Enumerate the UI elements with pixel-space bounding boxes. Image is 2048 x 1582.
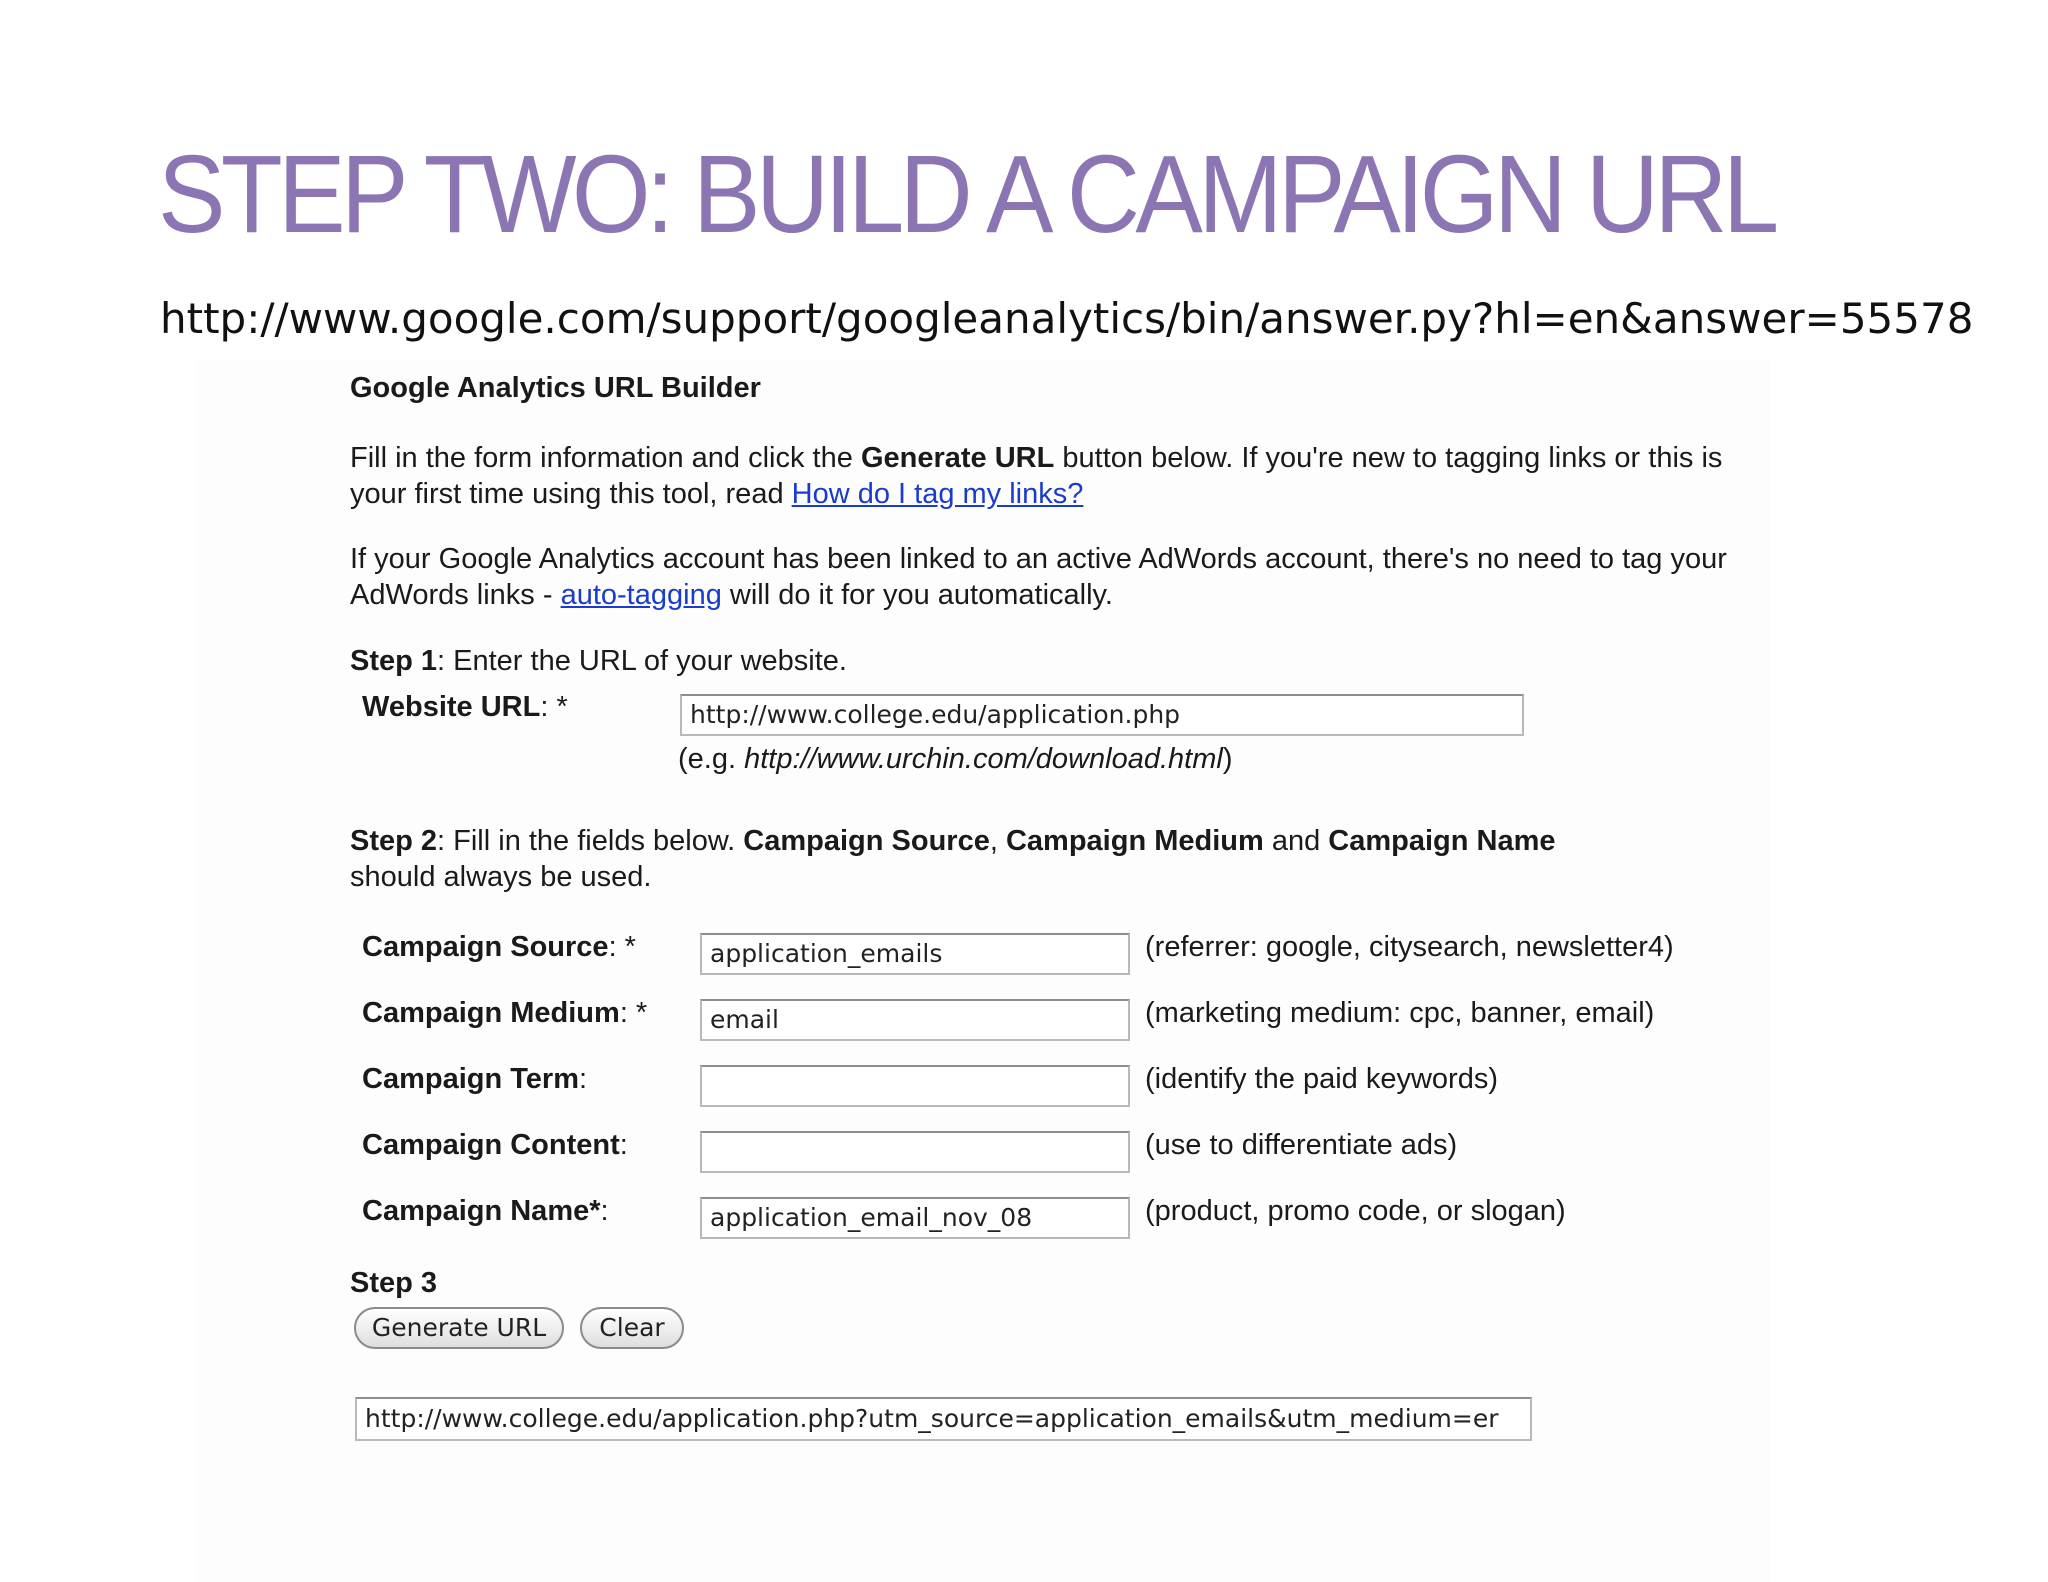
campaign-term-label-text: Campaign Term xyxy=(362,1063,580,1095)
step-2-campaign-name: Campaign Name xyxy=(1328,825,1556,857)
auto-tagging-link[interactable]: auto-tagging xyxy=(560,579,722,611)
website-url-example xyxy=(678,743,1232,776)
step-2-comma: , xyxy=(989,825,1006,857)
step-2-source-name: Campaign Source xyxy=(743,825,990,857)
campaign-source-hint: (referrer: google, citysearch, newsletter4) xyxy=(1145,931,1674,963)
step-2-section xyxy=(350,823,1770,1232)
url-builder-screenshot xyxy=(195,360,1770,1582)
campaign-name-input[interactable]: application_email_nov_08 xyxy=(700,1197,1130,1239)
generate-url-button[interactable]: Generate URL xyxy=(354,1307,564,1349)
campaign-content-colon: : xyxy=(619,1129,628,1161)
campaign-content-input[interactable] xyxy=(700,1131,1130,1173)
campaign-medium-input[interactable]: email xyxy=(700,999,1130,1041)
campaign-content-hint: (use to differentiate ads) xyxy=(1145,1129,1458,1161)
campaign-medium-label-text: Campaign Medium xyxy=(362,997,620,1029)
campaign-content-label-text: Campaign Content xyxy=(362,1129,620,1161)
step-3-section xyxy=(350,1265,665,1342)
campaign-source-label-text: Campaign Source xyxy=(362,931,609,963)
intro-text-pre: Fill in the form information and click the xyxy=(350,442,861,474)
slide-url: http://www.google.com/support/googleanalytics/bin/answer.py?hl=en&answer=55578 xyxy=(160,294,1974,343)
example-post: ) xyxy=(1222,743,1233,775)
slide-title: STEP TWO: BUILD A CAMPAIGN URL xyxy=(158,133,1775,256)
campaign-source-required: : * xyxy=(608,931,636,963)
website-url-label xyxy=(362,691,568,724)
website-url-input[interactable]: http://www.college.edu/application.php xyxy=(680,694,1524,736)
website-url-required: : * xyxy=(540,691,568,723)
campaign-name-label-text: Campaign Name* xyxy=(362,1195,601,1227)
clear-button[interactable]: Clear xyxy=(580,1307,684,1349)
step-1-label: Step 1 xyxy=(350,645,438,677)
campaign-name-hint: (product, promo code, or slogan) xyxy=(1145,1195,1566,1227)
example-pre: (e.g. xyxy=(678,743,745,775)
campaign-source-label xyxy=(362,931,636,964)
website-url-label-text: Website URL xyxy=(362,691,541,723)
campaign-content-label xyxy=(362,1129,628,1162)
step-2-and: and xyxy=(1263,825,1329,857)
campaign-name-label xyxy=(362,1195,609,1228)
campaign-medium-required: : * xyxy=(619,997,648,1029)
campaign-term-hint: (identify the paid keywords) xyxy=(1145,1063,1498,1095)
generated-url-output[interactable]: http://www.college.edu/application.php?utm_source=application_emails&utm_medium=er xyxy=(355,1397,1532,1441)
campaign-name-colon: : xyxy=(600,1195,609,1227)
intro-text-post: button below. If you're new to tagging links or this is your first time using this tool, read xyxy=(350,442,1723,510)
intro-paragraph xyxy=(350,440,1770,512)
step-3-heading: Step 3 xyxy=(350,1267,438,1299)
step-2-text-1: : Fill in the fields below. xyxy=(437,825,744,857)
campaign-source-input[interactable]: application_emails xyxy=(700,933,1130,975)
step-1-text: : Enter the URL of your website. xyxy=(437,645,847,677)
campaign-medium-label xyxy=(362,997,647,1030)
step-2-text-2: should always be used. xyxy=(350,861,652,893)
campaign-term-input[interactable] xyxy=(700,1065,1130,1107)
adwords-text-post: will do it for you automatically. xyxy=(721,579,1113,611)
adwords-text-pre: If your Google Analytics account has been linked to an active AdWords account, there's no need to tag your AdWords links - xyxy=(350,543,1727,611)
example-url: http://www.urchin.com/download.html xyxy=(744,743,1223,775)
builder-title: Google Analytics URL Builder xyxy=(350,372,761,404)
step-1-heading xyxy=(350,643,847,679)
intro-text-bold: Generate URL xyxy=(860,442,1055,474)
campaign-medium-hint: (marketing medium: cpc, banner, email) xyxy=(1145,997,1655,1029)
campaign-term-label xyxy=(362,1063,587,1096)
how-to-tag-link[interactable]: How do I tag my links? xyxy=(791,478,1084,510)
step-2-medium-name: Campaign Medium xyxy=(1005,825,1264,857)
step-2-heading xyxy=(350,823,1770,895)
step-2-label: Step 2 xyxy=(350,825,438,857)
adwords-paragraph xyxy=(350,541,1770,613)
campaign-term-colon: : xyxy=(579,1063,588,1095)
